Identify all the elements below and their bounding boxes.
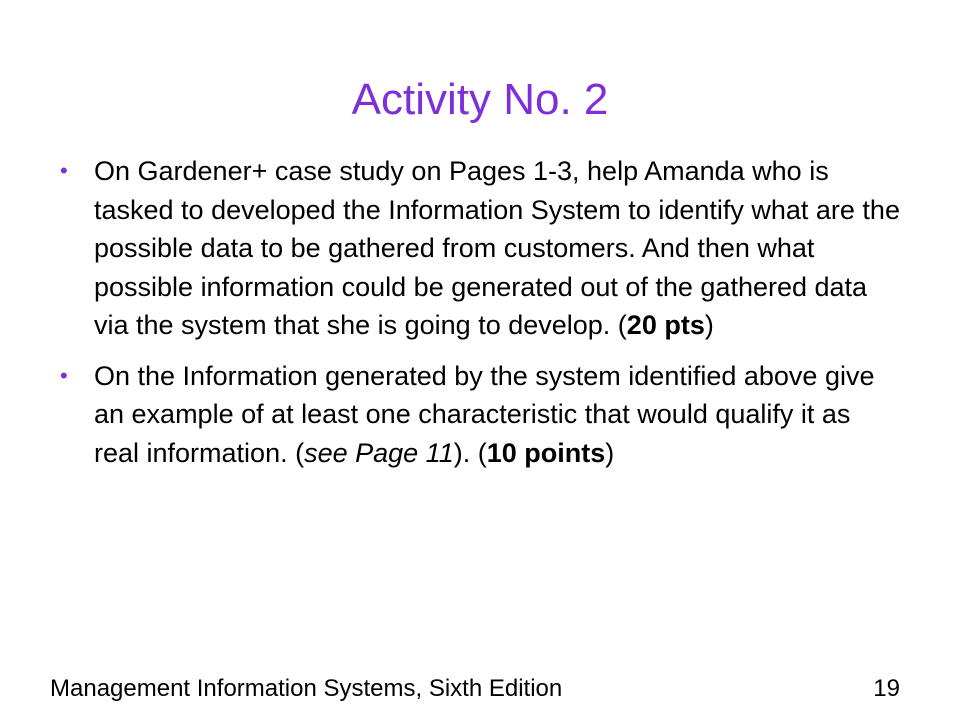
bullet-list bbox=[60, 152, 900, 484]
bullet-icon: • bbox=[60, 362, 68, 388]
bullet-segment: ). ( bbox=[453, 437, 487, 468]
slide-title: Activity No. 2 bbox=[351, 75, 609, 124]
bullet-page-reference: see Page 11 bbox=[304, 437, 454, 468]
bullet-item bbox=[60, 357, 900, 473]
page-number: 19 bbox=[873, 675, 900, 702]
bullet-segment: On Gardener+ case study on Pages 1-3, help Amanda who is tasked to developed the Information System to identify what are the possible data to be gathered from customers. And then what possible information could be generated out of the gathered data via the system that she is going to develop. ( bbox=[94, 156, 900, 340]
bullet-points-emphasis: 10 points bbox=[486, 437, 606, 468]
bullet-segment: ) bbox=[605, 437, 615, 468]
bullet-text bbox=[94, 156, 900, 340]
bullet-points-emphasis: 20 pts bbox=[626, 310, 705, 340]
slide-footer: Management Information Systems, Sixth Edition bbox=[50, 675, 563, 702]
bullet-text bbox=[94, 361, 874, 468]
bullet-segment: On the Information generated by the system identified above give an example of at least one characteristic that would qualify it as real information. ( bbox=[94, 360, 875, 468]
bullet-segment: ) bbox=[704, 310, 714, 340]
bullet-icon: • bbox=[60, 158, 68, 183]
bullet-item bbox=[60, 152, 900, 345]
